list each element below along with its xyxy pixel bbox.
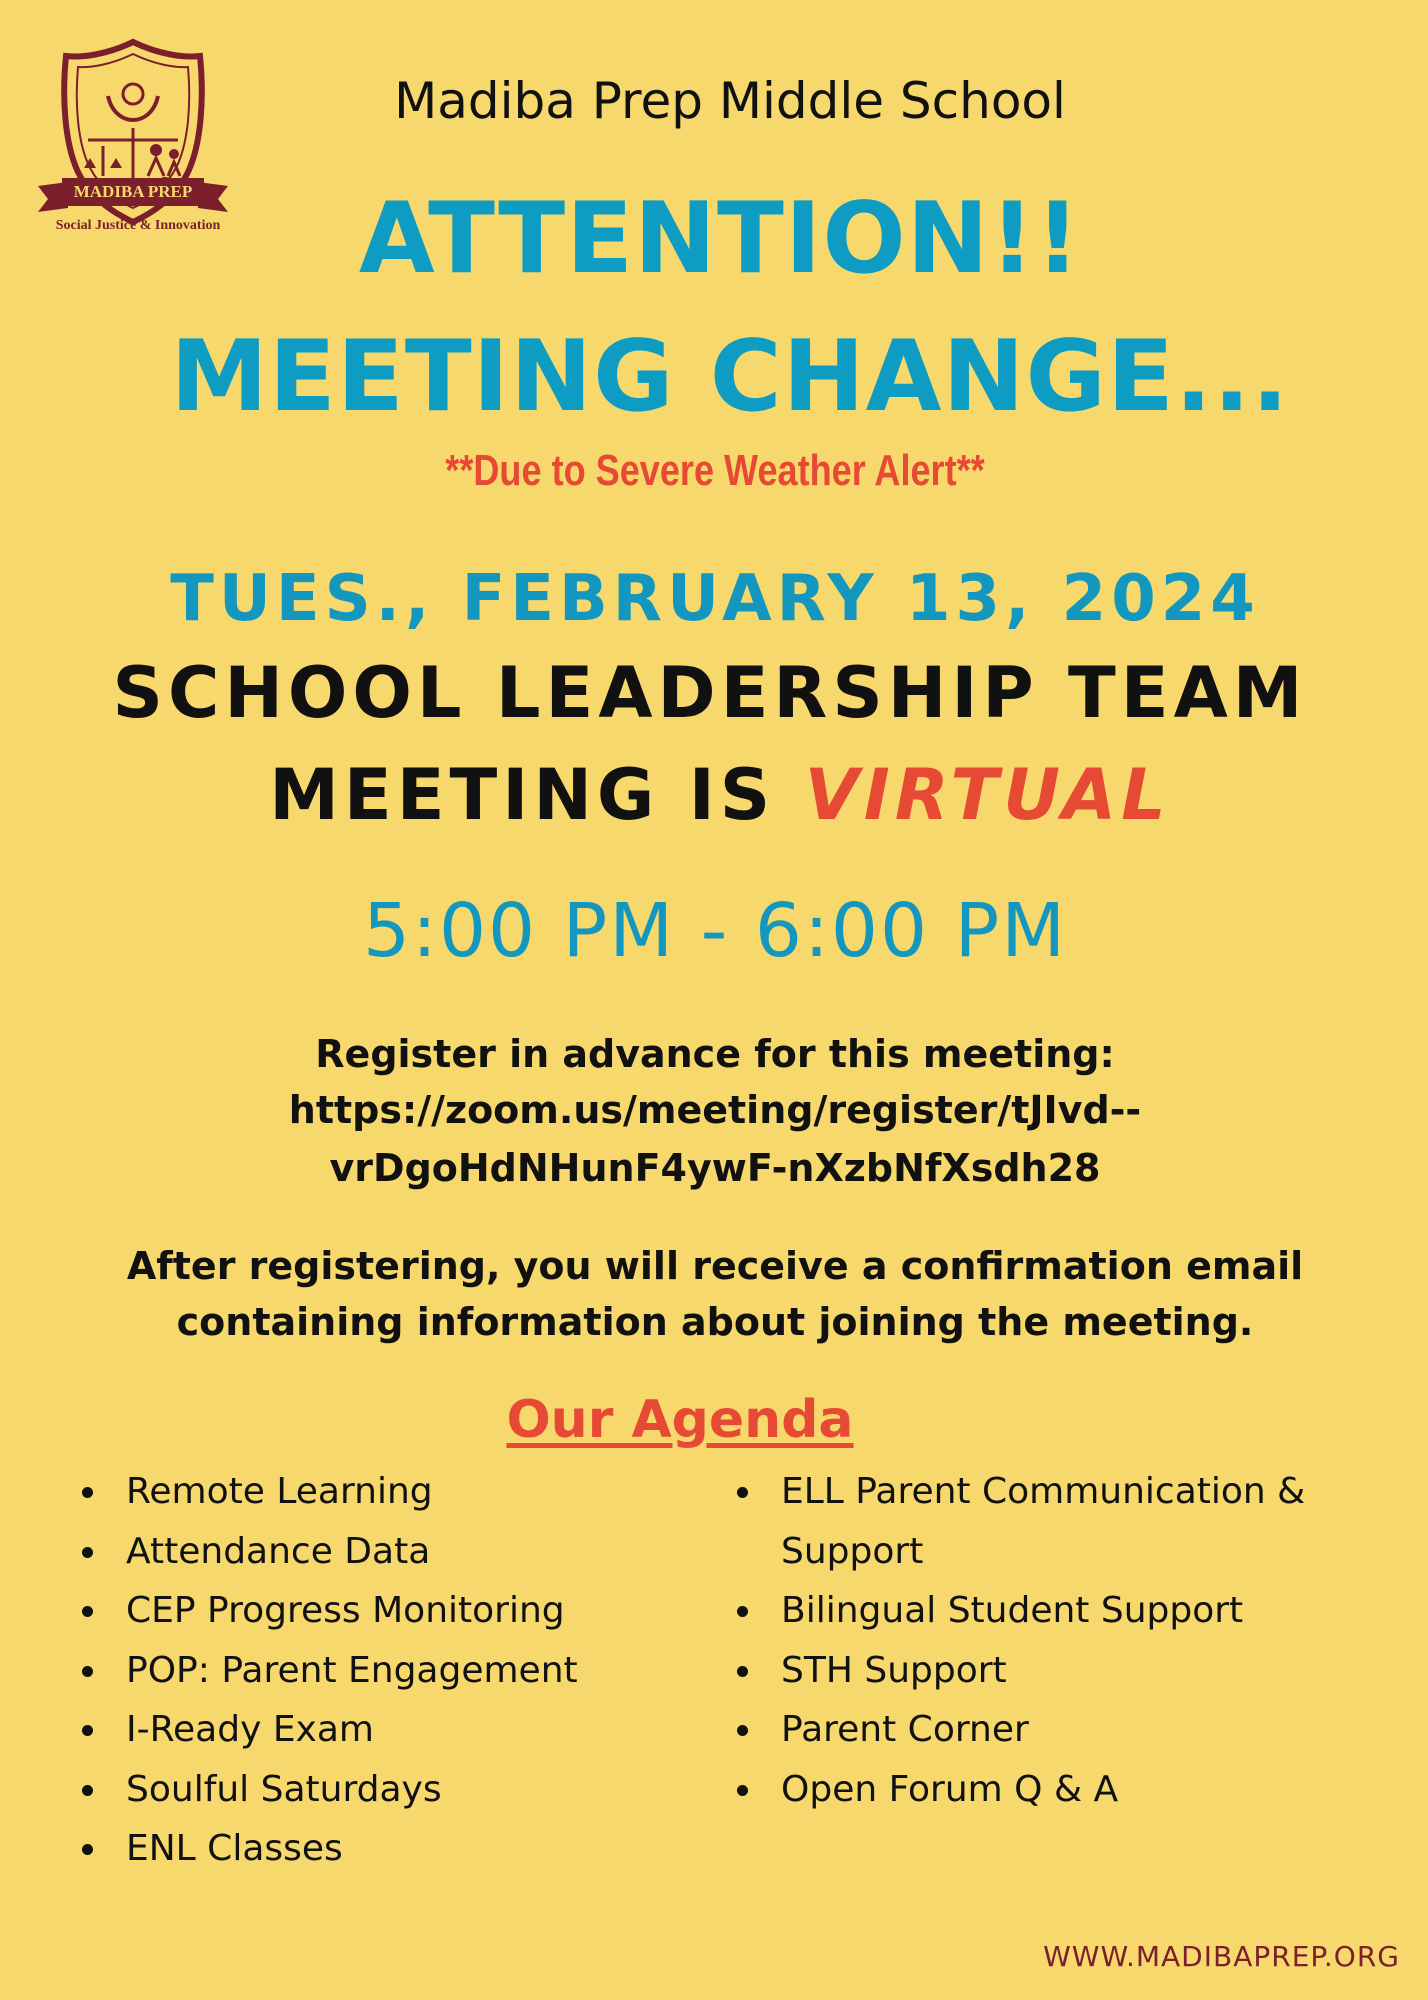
- zoom-link-line1[interactable]: https://zoom.us/meeting/register/tJIvd--: [288, 1088, 1142, 1132]
- agenda-item: ENL Classes: [78, 1819, 678, 1879]
- registration-info-line2: containing information about joining the meeting.: [176, 1300, 1254, 1344]
- agenda-title: Our Agenda: [506, 1390, 854, 1450]
- shield-crest-icon: [28, 36, 238, 246]
- agenda-list-right: [733, 1462, 1373, 1819]
- agenda-item-line: Support: [781, 1530, 924, 1572]
- meeting-title-line1: SCHOOL LEADERSHIP TEAM: [112, 652, 1308, 734]
- agenda-item: I-Ready Exam: [78, 1700, 678, 1760]
- agenda-list-left: [78, 1462, 678, 1879]
- logo-tagline: Social Justice & Innovation: [55, 218, 221, 233]
- school-logo: [28, 36, 238, 246]
- meeting-date: TUES., FEBRUARY 13, 2024: [170, 562, 1260, 636]
- meeting-change-heading: MEETING CHANGE...: [170, 320, 1290, 434]
- agenda-item: Parent Corner: [733, 1700, 1373, 1760]
- registration-info-line1: After registering, you will receive a confirmation email: [126, 1244, 1304, 1288]
- meeting-title-line2: [220, 754, 1220, 836]
- agenda-item: Attendance Data: [78, 1522, 678, 1582]
- attention-heading: ATTENTION!!: [358, 182, 1082, 296]
- agenda-item: Open Forum Q & A: [733, 1760, 1373, 1820]
- agenda-item-line: ELL Parent Communication &: [781, 1471, 1306, 1512]
- meeting-time: 5:00 PM - 6:00 PM: [362, 888, 1068, 974]
- website-link[interactable]: WWW.MADIBAPREP.ORG: [1043, 1940, 1400, 1973]
- agenda-item: POP: Parent Engagement: [78, 1641, 678, 1701]
- virtual-emphasis: VIRTUAL: [804, 754, 1171, 836]
- register-label: Register in advance for this meeting:: [315, 1032, 1115, 1076]
- meeting-title-prefix: MEETING IS: [269, 754, 805, 836]
- zoom-link-line2[interactable]: vrDgoHdNHunF4ywF-nXzbNfXsdh28: [329, 1146, 1101, 1190]
- agenda-item: [733, 1462, 1373, 1581]
- agenda-item: Bilingual Student Support: [733, 1581, 1373, 1641]
- agenda-item: STH Support: [733, 1641, 1373, 1701]
- agenda-item: Soulful Saturdays: [78, 1760, 678, 1820]
- school-name: Madiba Prep Middle School: [394, 72, 1066, 130]
- weather-alert: **Due to Severe Weather Alert**: [445, 446, 985, 495]
- agenda-item: Remote Learning: [78, 1462, 678, 1522]
- logo-banner-text: MADIBA PREP: [73, 182, 193, 201]
- agenda-item: CEP Progress Monitoring: [78, 1581, 678, 1641]
